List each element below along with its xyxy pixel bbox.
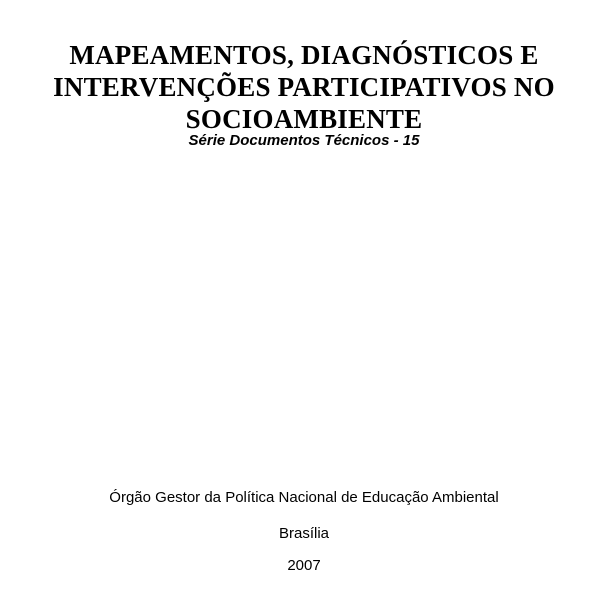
title-line-1: MAPEAMENTOS, DIAGNÓSTICOS E [69,40,539,70]
title-line-3: SOCIOAMBIENTE [185,104,423,134]
series-subtitle: Série Documentos Técnicos - 15 [188,132,420,149]
publication-city: Brasília [278,525,330,542]
publisher-organization: Órgão Gestor da Política Nacional de Educação Ambiental [109,489,499,506]
publication-year: 2007 [287,557,321,574]
title-line-2: INTERVENÇÕES PARTICIPATIVOS NO [53,72,555,102]
document-title [0,39,608,135]
